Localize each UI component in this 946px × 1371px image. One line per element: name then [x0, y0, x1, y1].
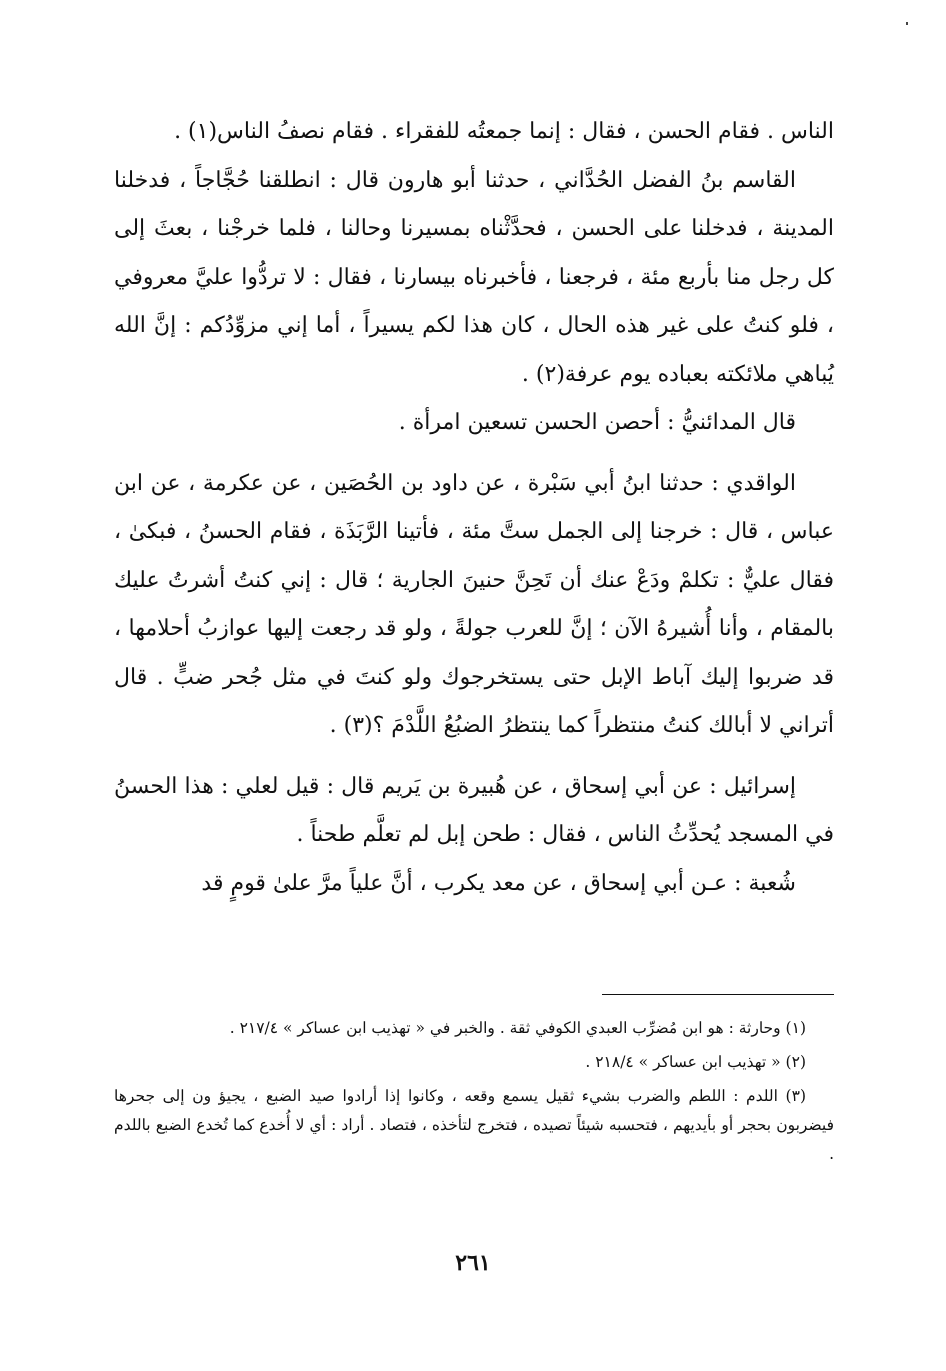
footnote-3: (٣) اللدم : اللطم والضرب بشيء ثقيل يسمع وقعه ، وكانوا إذا أرادوا صيد الضبع ، يجيؤ ون إلى جحرها فيضربون بحجر أو بأيديهم ، فتحسبه شيئاً تصيده ، فتخرج لتأخذه ، فتصاد . أراد : أي لا أُخدع كما تُخدع الضبع باللدم . [114, 1087, 834, 1163]
paragraph-madaini: قال المدائنيُّ : أحصن الحسن تسعين امرأة . [398, 410, 796, 435]
paragraph-shuba: شُعبة : عـن أبي إسحاق ، عن معد يكرب ، أنَّ علياً مرَّ علىٰ قومٍ قد [201, 870, 796, 896]
footnotes [114, 1014, 834, 1169]
paragraph-qasim: القاسم بنُ الفضل الحُدَّاني ، حدثنا أبو هارون قال : انطلقنا حُجَّاجاً ، فدخلنا المدينة ، فدخلنا على الحسن ، فحدَّثْناه بمسيرنا وحالنا ، فلما خرجْنا ، بعثَ إلى كل رجل منا بأربع مئة ، فرجعنا ، فأخبرناه بيسارنا ، فقال : لا تردُّوا عليَّ معروفي ، فلو كنتُ على غير هذه الحال ، كان هذا لكم يسيراً ، أما إني مزوِّدُكم : إنَّ الله يُباهي ملائكته بعباده يوم عرفة(٢) . [114, 167, 834, 387]
footnote-separator [602, 994, 834, 995]
footnote-2: (٢) « تهذيب ابن عساكر » ٢١٨/٤ . [585, 1053, 806, 1071]
main-text [114, 108, 834, 908]
scan-speck [906, 22, 908, 25]
page-number: ٢٦١ [455, 1250, 491, 1276]
footnote-1: (١) وحارثة : هو ابن مُضرِّب العبدي الكوفي ثقة . والخبر في « تهذيب ابن عساكر » ٢١٧/٤ . [229, 1019, 806, 1037]
paragraph-continuation: الناس . فقام الحسن ، فقال : إنما جمعتُه للفقراء . فقام نصفُ الناس(١) . [174, 119, 834, 144]
paragraph-waqidi: الواقدي : حدثنا ابنُ أبي سَبْرة ، عن داود بن الحُصَين ، عن عكرمة ، عن ابن عباس ، قال : خرجنا إلى الجمل ستَّ مئة ، فأتينا الرَّبَذَة ، فقام الحسنُ ، فبكىٰ ، فقال عليٌّ : تكلمْ ودَعْ عنك أن تَحِنَّ حنينَ الجارية ؛ قال : إني كنتُ أشرتُ عليك بالمقام ، وأنا أُشيرهُ الآن ؛ إنَّ للعرب جولةً ، ولو قد رجعت إليها عوازبُ أحلامها ، قد ضربوا إليك آباط الإبل حتى يستخرجوك ولو كنتَ في مثل جُحر ضبٍّ . قال أتراني لا أبالك كنتُ منتظراً كما ينتظرُ الضبُعُ اللَّدْمَ ؟(٣) . [114, 470, 834, 738]
paragraph-israil: إسرائيل : عن أبي إسحاق ، عن هُبيرة بن يَريم قال : قيل لعلي : هذا الحسنُ في المسجد يُحدِّثُ الناس ، فقال : طحن إبل لم تعلَّم طحناً . [114, 773, 834, 847]
